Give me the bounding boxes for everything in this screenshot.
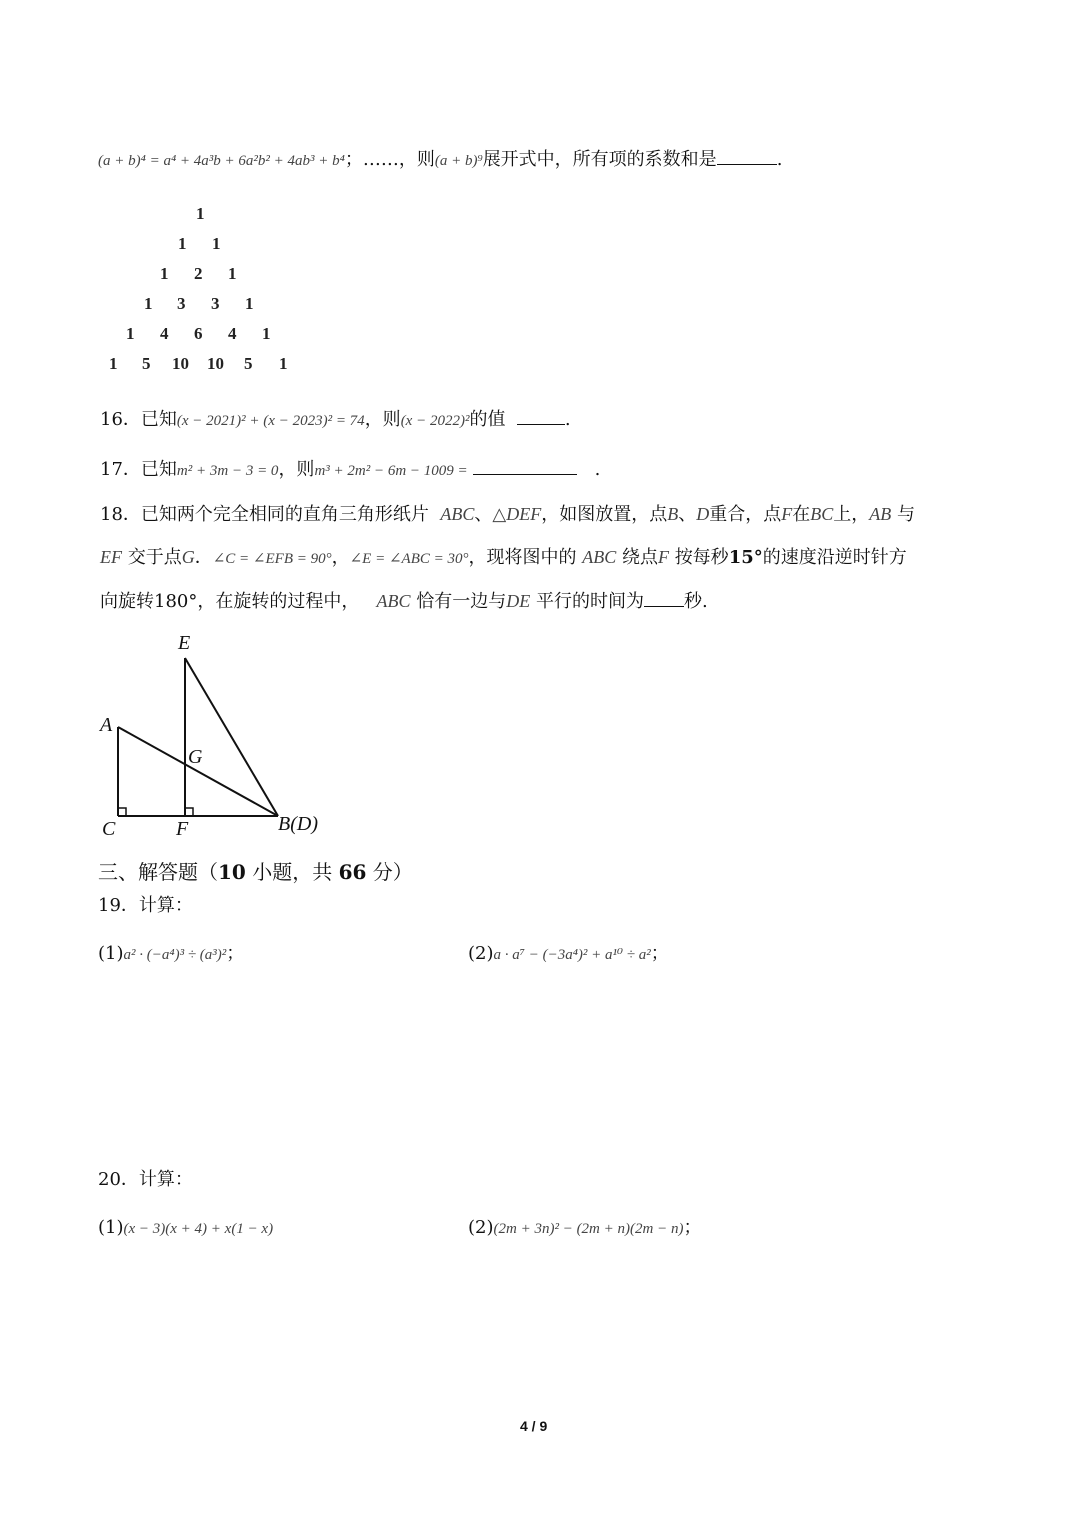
label-G: G bbox=[188, 746, 203, 768]
right-angle-mark-F bbox=[185, 808, 193, 816]
q18-text: ，在旋转的过程中， bbox=[197, 591, 360, 612]
pascal-number: 1 bbox=[212, 234, 221, 253]
pascal-number: 4 bbox=[160, 324, 169, 343]
q20-p1-label: (1) bbox=[98, 1217, 124, 1238]
q18-segment: AB bbox=[869, 504, 892, 524]
q17-expr1: m² + 3m − 3 = 0 bbox=[176, 463, 279, 479]
q20-title: 20．计算： bbox=[98, 1169, 193, 1190]
q19-p1-end: ； bbox=[226, 943, 245, 964]
q18-segment: BC bbox=[810, 504, 834, 524]
q18-angles-1: ∠C = ∠EFB = 90° bbox=[212, 551, 332, 567]
q19-part1 bbox=[98, 942, 244, 967]
q18-text: ，现将图中的 bbox=[468, 547, 577, 568]
q15-text: 展开式中，所有项的系数和是 bbox=[482, 149, 717, 170]
question-16 bbox=[100, 408, 571, 433]
q15-expr: (a + b)⁹ bbox=[434, 153, 483, 169]
q17-mid: ，则 bbox=[278, 459, 315, 480]
pascal-number: 3 bbox=[177, 294, 186, 313]
triangle-figure bbox=[96, 625, 336, 845]
q18-sep: 、 bbox=[678, 504, 697, 525]
segment-EB bbox=[185, 658, 278, 816]
label-A: A bbox=[100, 714, 113, 736]
page-number: 4 / 9 bbox=[520, 1418, 548, 1434]
q18-sep: 、 bbox=[474, 504, 493, 525]
q18-text: 重合，点 bbox=[709, 504, 782, 525]
label-F: F bbox=[176, 818, 189, 840]
q18-text: 上， bbox=[833, 504, 870, 525]
pascal-number: 1 bbox=[109, 354, 118, 373]
binomial-formula: (a + b)⁴ = a⁴ + 4a³b + 6a²b² + 4ab³ + b⁴ bbox=[98, 153, 345, 169]
section-3-heading bbox=[98, 856, 413, 885]
label-C: C bbox=[102, 818, 116, 840]
pascal-number: 1 bbox=[196, 204, 205, 223]
pascal-number: 1 bbox=[228, 264, 237, 283]
pascal-number: 10 bbox=[172, 354, 189, 373]
q17-end: . bbox=[594, 459, 601, 480]
q18-text: 恰有一边与 bbox=[416, 591, 507, 612]
q18-speed: 15° bbox=[728, 547, 763, 568]
q17-answer-blank bbox=[473, 474, 577, 475]
question-18-line1 bbox=[100, 502, 915, 527]
q17-number: 17． bbox=[100, 459, 141, 480]
q18-angles-2: ∠E = ∠ABC = 30° bbox=[349, 551, 469, 567]
q20-p1-expr: (x − 3)(x + 4) + x(1 − x) bbox=[123, 1221, 274, 1237]
right-angle-mark-C bbox=[118, 808, 126, 816]
q18-point: F bbox=[781, 504, 793, 524]
q16-number: 16． bbox=[100, 409, 141, 430]
q18-number: 18． bbox=[100, 504, 141, 525]
q16-answer-blank bbox=[517, 424, 565, 425]
q15-sep: ；……，则 bbox=[344, 149, 435, 170]
pascal-number: 1 bbox=[160, 264, 169, 283]
q17-lead: 已知 bbox=[140, 459, 177, 480]
q18-abc: ABC bbox=[582, 547, 617, 567]
pascal-number: 5 bbox=[244, 354, 253, 373]
q18-text: 平行的时间为 bbox=[536, 591, 644, 612]
q18-text: 交于点 bbox=[127, 547, 182, 568]
pascal-number: 1 bbox=[144, 294, 153, 313]
q18-point: F bbox=[657, 547, 669, 567]
q18-text: ，如图放置，点 bbox=[541, 504, 668, 525]
section-3-score: 66 bbox=[338, 860, 367, 884]
q20-part1 bbox=[98, 1216, 273, 1241]
q18-text: 向旋转 bbox=[100, 591, 154, 612]
q16-lead: 已知 bbox=[140, 409, 177, 430]
q18-text: 秒. bbox=[684, 591, 708, 612]
segment-AB bbox=[118, 727, 278, 816]
q19-p1-label: (1) bbox=[98, 943, 124, 964]
q19-p2-label: (2) bbox=[468, 943, 494, 964]
q18-abc: ABC bbox=[376, 591, 411, 611]
q18-text: 的速度沿逆时针方 bbox=[762, 547, 907, 568]
q17-expr2: m³ + 2m² − 6m − 1009 = bbox=[314, 463, 468, 479]
q15-tail-line bbox=[98, 148, 782, 173]
q18-text: 与 bbox=[896, 504, 915, 525]
q18-segment: EF bbox=[100, 547, 122, 567]
q18-text: ， bbox=[331, 547, 350, 568]
q18-text: ． bbox=[194, 547, 213, 568]
q18-text: 按每秒 bbox=[674, 547, 729, 568]
pascal-number: 1 bbox=[245, 294, 254, 313]
pascal-number: 4 bbox=[228, 324, 237, 343]
q18-point: B bbox=[667, 504, 679, 524]
q18-text: 在 bbox=[792, 504, 811, 525]
q19-p2-expr: a · a⁷ − (−3a⁴)² + a¹⁰ ÷ a² bbox=[493, 947, 651, 963]
pascal-number: 2 bbox=[194, 264, 203, 283]
q19-part2 bbox=[468, 942, 669, 967]
section-3-mid: 小题，共 bbox=[245, 860, 339, 884]
q18-text: 已知两个完全相同的直角三角形纸片 bbox=[140, 504, 429, 525]
pascal-number: 1 bbox=[178, 234, 187, 253]
q19-title: 19．计算： bbox=[98, 895, 193, 916]
pascal-number: 6 bbox=[194, 324, 203, 343]
q19-p1-expr: a² · (−a⁴)³ ÷ (a³)² bbox=[123, 947, 227, 963]
label-BD: B(D) bbox=[278, 813, 318, 835]
question-18-line3 bbox=[100, 589, 708, 614]
q18-def: △DEF bbox=[492, 504, 542, 524]
question-18-line2 bbox=[100, 545, 907, 571]
pascal-number: 1 bbox=[262, 324, 271, 343]
question-17 bbox=[100, 458, 600, 483]
section-3-count: 10 bbox=[218, 860, 246, 884]
q16-expr2: (x − 2022)² bbox=[400, 413, 470, 429]
q20-part2 bbox=[468, 1216, 701, 1241]
pascal-number: 1 bbox=[126, 324, 135, 343]
pascal-number: 1 bbox=[279, 354, 288, 373]
q15-end: . bbox=[776, 149, 783, 170]
q16-mid: ，则 bbox=[364, 409, 401, 430]
q16-tail: 的值 bbox=[469, 409, 506, 430]
q18-degree: 180° bbox=[154, 591, 198, 612]
q18-answer-blank bbox=[644, 606, 684, 607]
q19-p2-end: ； bbox=[650, 943, 669, 964]
section-3-post: 分） bbox=[366, 860, 413, 884]
pascal-number: 3 bbox=[211, 294, 220, 313]
q16-end: . bbox=[564, 409, 571, 430]
label-E: E bbox=[178, 632, 191, 654]
q16-expr1: (x − 2021)² + (x − 2023)² = 74 bbox=[176, 413, 365, 429]
q18-abc: ABC bbox=[440, 504, 475, 524]
pascal-number: 5 bbox=[142, 354, 151, 373]
q18-text: 绕点 bbox=[621, 547, 658, 568]
q18-point: G bbox=[181, 547, 195, 567]
q18-point: D bbox=[696, 504, 710, 524]
q18-segment: DE bbox=[506, 591, 531, 611]
section-3-pre: 三、解答题（ bbox=[98, 860, 218, 884]
q20-p2-expr: (2m + 3n)² − (2m + n)(2m − n) bbox=[493, 1221, 684, 1237]
pascal-number: 10 bbox=[207, 354, 224, 373]
q15-answer-blank bbox=[717, 164, 777, 165]
q20-p2-label: (2) bbox=[468, 1217, 494, 1238]
q20-p2-end: ； bbox=[683, 1217, 702, 1238]
